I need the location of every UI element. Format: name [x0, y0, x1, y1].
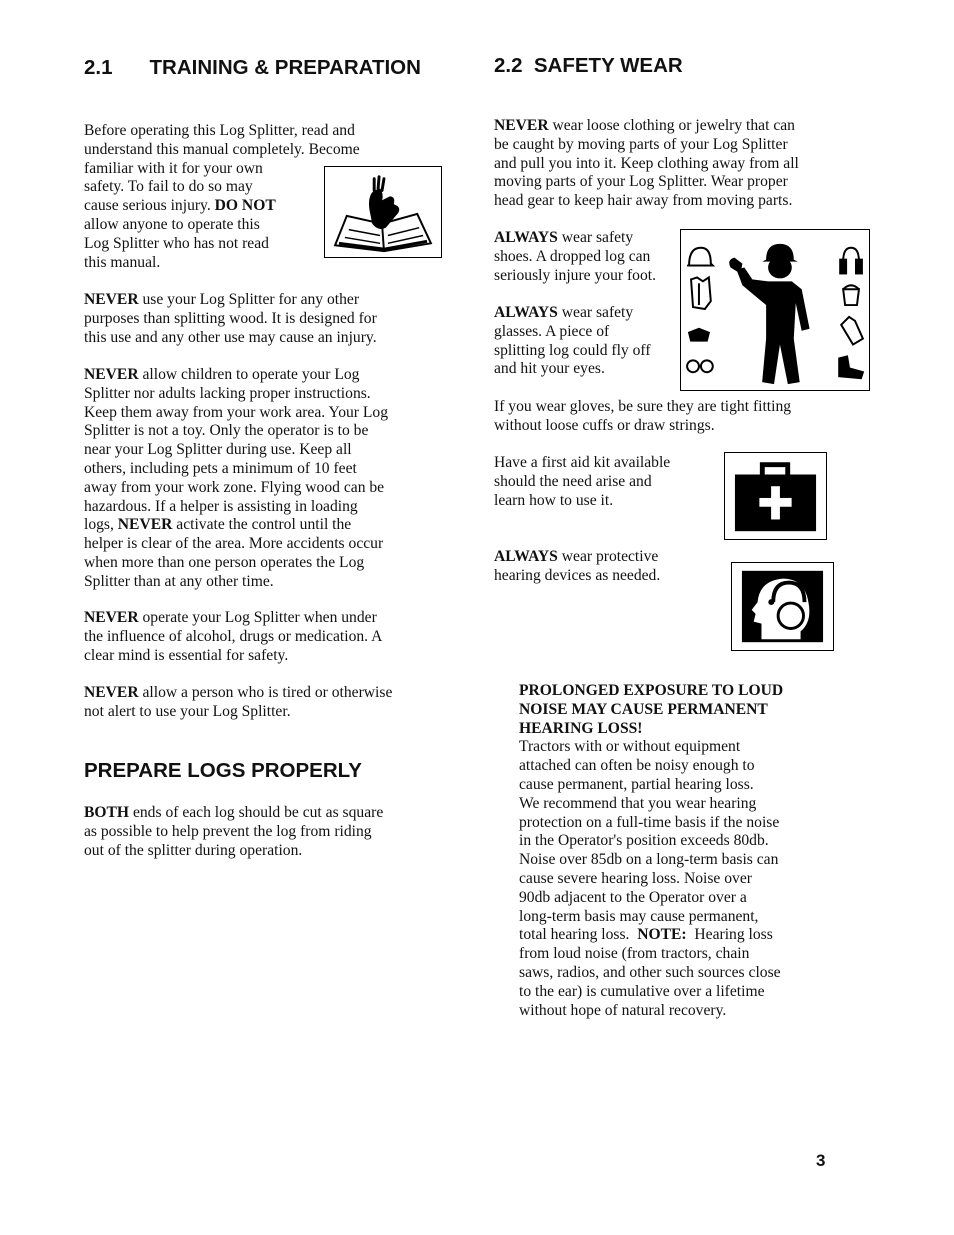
text-line: safety. To fail to do so may	[84, 178, 253, 196]
text-line: this use and any other use may cause an injury.	[84, 328, 377, 346]
warning-title-line: PROLONGED EXPOSURE TO LOUD	[519, 682, 784, 699]
text-line: out of the splitter during operation.	[84, 841, 303, 859]
text-line: this manual.	[84, 253, 161, 271]
paragraph-read-manual	[84, 122, 360, 272]
text-line: head gear to keep hair away from moving parts.	[494, 192, 793, 210]
text-line: without hope of natural recovery.	[519, 1001, 727, 1019]
text-line: from loud noise (from tractors, chain	[519, 945, 750, 963]
text-line: wear loose clothing or jewelry that can	[548, 117, 795, 134]
paragraph-first-aid	[494, 454, 670, 510]
text-line: If you wear gloves, be sure they are tight fitting	[494, 398, 792, 415]
text-line: Noise over 85db on a long-term basis can	[519, 851, 779, 869]
paragraph-safety-shoes	[494, 229, 656, 285]
text-line: Splitter than at any other time.	[84, 572, 274, 590]
text-line: activate the control until the	[172, 516, 352, 534]
text-line: in the Operator's position exceeds 80db.	[519, 832, 769, 850]
text-line: Splitter is not a toy. Only the operator is to be	[84, 422, 369, 440]
section-title: TRAINING & PREPARATION	[149, 56, 421, 79]
text-line: glasses. A piece of	[494, 322, 610, 340]
section-number: 2.1	[84, 56, 113, 79]
text-line: purposes than splitting wood. It is designed for	[84, 309, 377, 327]
paragraph-gloves	[494, 398, 791, 436]
both-keyword: BOTH	[84, 804, 130, 821]
section-2-1-heading	[84, 56, 421, 80]
always-keyword: ALWAYS	[494, 304, 558, 321]
hearing-protection-icon	[731, 562, 834, 651]
text-line: when more than one person operates the Log	[84, 553, 365, 571]
text-line: and pull you into it. Keep clothing away from all	[494, 154, 799, 172]
text-line: 90db adjacent to the Operator over a	[519, 888, 747, 906]
text-line: hazardous. If a helper is assisting in loading	[84, 497, 358, 515]
note-keyword: NOTE:	[637, 926, 687, 944]
text-line: long-term basis may cause permanent,	[519, 907, 759, 925]
text-line: to the ear) is cumulative over a lifetime	[519, 982, 765, 1000]
text-line: operate your Log Splitter when under	[138, 609, 377, 626]
text-line: saws, radios, and other such sources close	[519, 963, 781, 981]
never-keyword: NEVER	[84, 684, 139, 701]
text-line: wear safety	[557, 229, 634, 246]
text-line: hearing devices as needed.	[494, 566, 661, 584]
never-keyword: NEVER	[494, 117, 549, 134]
text-line: Splitter nor adults lacking proper instructions.	[84, 384, 371, 402]
text-line: cause severe hearing loss. Noise over	[519, 869, 752, 887]
text-line: not alert to use your Log Splitter.	[84, 702, 291, 720]
section-2-2-heading: 2.2 SAFETY WEAR	[494, 54, 683, 77]
text-line: allow children to operate your Log	[138, 366, 360, 383]
first-aid-kit-icon	[724, 452, 827, 540]
text-line: allow a person who is tired or otherwise	[138, 684, 393, 701]
text-line: Have a first aid kit available	[494, 454, 671, 471]
text-line: splitting log could fly off	[494, 341, 651, 359]
text-line: cause permanent, partial hearing loss.	[519, 775, 754, 793]
text-line: others, including pets a minimum of 10 feet	[84, 459, 357, 477]
text-line: ends of each log should be cut as square	[129, 804, 384, 821]
paragraph-both-ends	[84, 804, 383, 860]
text-line: We recommend that you wear hearing	[519, 794, 757, 812]
text-line: wear safety	[557, 304, 634, 321]
paragraph-never-alcohol	[84, 609, 382, 665]
text-line: Keep them away from your work area. Your Log	[84, 403, 388, 421]
text-line: attached can often be noisy enough to	[519, 757, 755, 775]
page-number: 3	[816, 1151, 826, 1170]
hearing-loss-warning	[519, 682, 783, 1020]
text-line: the influence of alcohol, drugs or medication. A	[84, 627, 383, 645]
text-line: Tractors with or without equipment	[519, 738, 741, 756]
text-line: should the need arise and	[494, 472, 652, 490]
text-line: understand this manual completely. Become	[84, 140, 360, 158]
always-keyword: ALWAYS	[494, 229, 558, 246]
text-line: use your Log Splitter for any other	[138, 291, 360, 308]
paragraph-never-other-use	[84, 291, 377, 347]
warning-title-line: HEARING LOSS!	[519, 719, 643, 737]
text-line: away from your work zone. Flying wood can be	[84, 478, 385, 496]
always-keyword: ALWAYS	[494, 548, 558, 565]
text-line: helper is clear of the area. More accidents occur	[84, 535, 384, 553]
text-line: allow anyone to operate this	[84, 215, 260, 233]
text-line: shoes. A dropped log can	[494, 247, 651, 265]
text-line: Hearing loss	[686, 926, 773, 944]
text-line: wear protective	[557, 548, 659, 565]
never-keyword: NEVER	[84, 609, 139, 626]
safety-wear-figure-icon	[680, 229, 870, 391]
text-line: without loose cuffs or draw strings.	[494, 416, 715, 434]
text-line: total hearing loss.	[519, 926, 638, 944]
text-line: seriously injure your foot.	[494, 266, 656, 284]
never-keyword: NEVER	[84, 291, 139, 308]
prepare-logs-heading: PREPARE LOGS PROPERLY	[84, 759, 362, 782]
text-line: moving parts of your Log Splitter. Wear proper	[494, 173, 788, 191]
text-line: protection on a full-time basis if the noise	[519, 813, 780, 831]
text-line: be caught by moving parts of your Log Splitter	[494, 135, 788, 153]
text-line: familiar with it for your own	[84, 159, 263, 177]
paragraph-safety-glasses	[494, 304, 651, 379]
never-keyword: NEVER	[84, 366, 139, 383]
paragraph-never-loose-clothing	[494, 117, 799, 211]
paragraph-never-tired	[84, 684, 392, 722]
text-line: near your Log Splitter during use. Keep all	[84, 441, 352, 459]
text-line: clear mind is essential for safety.	[84, 646, 289, 664]
text-line: Before operating this Log Splitter, read and	[84, 122, 355, 139]
do-not-keyword: DO NOT	[214, 197, 276, 215]
text-line: and hit your eyes.	[494, 360, 605, 378]
warning-title-line: NOISE MAY CAUSE PERMANENT	[519, 700, 768, 718]
paragraph-hearing-devices	[494, 548, 660, 586]
paragraph-never-children	[84, 366, 388, 592]
text-line: as possible to help prevent the log from riding	[84, 822, 372, 840]
text-line: learn how to use it.	[494, 491, 614, 509]
read-manual-icon	[324, 166, 442, 258]
text-line: logs,	[84, 516, 118, 534]
text-line: Log Splitter who has not read	[84, 234, 269, 252]
never-keyword: NEVER	[117, 516, 173, 534]
text-line: cause serious injury.	[84, 197, 215, 215]
